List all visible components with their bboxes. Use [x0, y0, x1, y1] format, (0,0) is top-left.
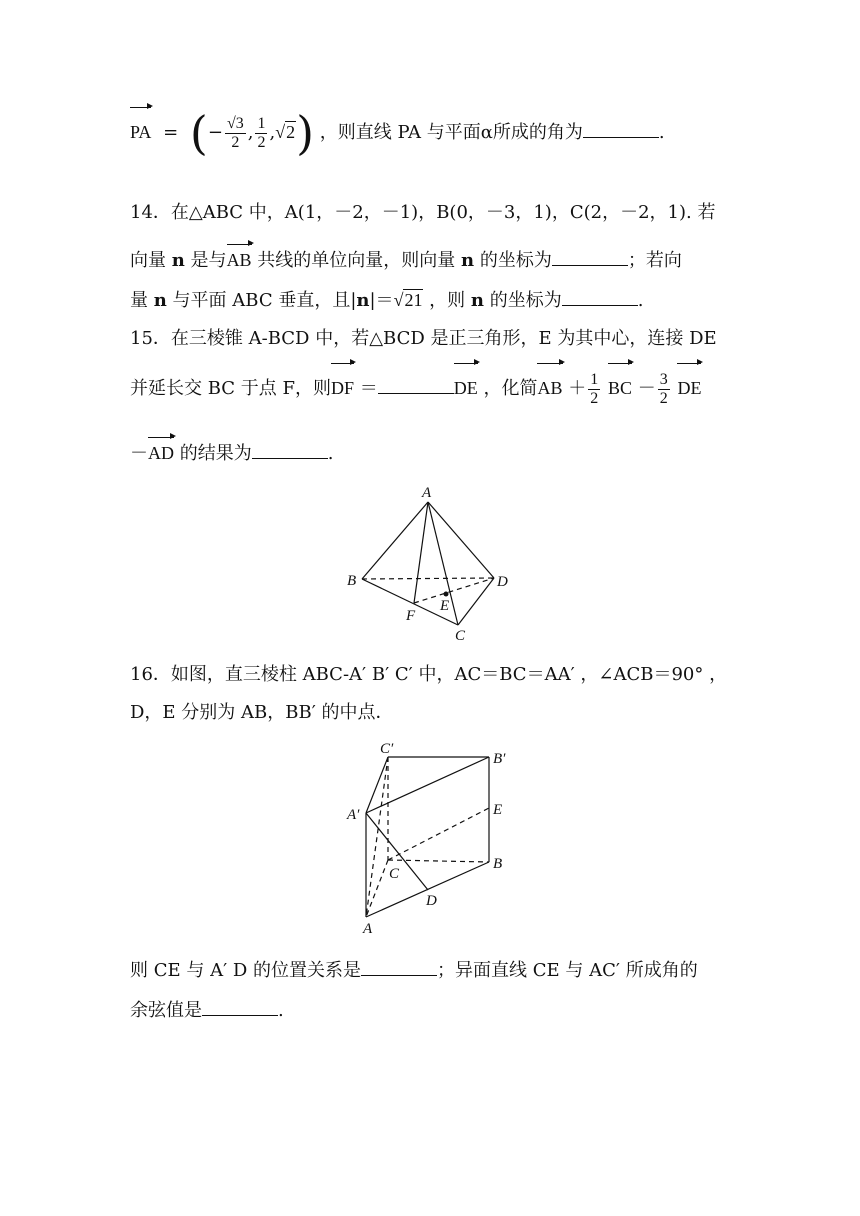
q14-line1: 14．在△ABC 中，A(1，－2，－1)，B(0，－3，1)，C(2，－2，1). 若	[130, 202, 716, 223]
radicand: 21	[404, 290, 423, 310]
label-b: B	[493, 856, 503, 872]
frac-denominator: 2	[257, 133, 266, 151]
sqrt-2: √2	[275, 122, 296, 142]
text: ；异面直线 CE 与 AC′ 所成角的	[437, 960, 698, 981]
text: ，化简	[477, 378, 538, 399]
frac-numerator: 1	[257, 114, 266, 132]
answer-blank[interactable]	[562, 287, 638, 306]
frac-numerator: 3	[659, 370, 668, 388]
fraction-1-over-2	[255, 115, 267, 152]
label-e: E	[440, 598, 450, 614]
prism-figure	[340, 738, 520, 938]
frac-numerator: 1	[590, 370, 599, 388]
label-c: C	[389, 866, 400, 882]
text: 的坐标为	[474, 250, 552, 271]
label-d: D	[426, 893, 437, 909]
vector-ab: AB	[227, 247, 252, 273]
center-point-e	[444, 592, 449, 597]
left-paren: (	[189, 106, 208, 160]
period: .	[658, 122, 665, 143]
q16-line3	[130, 957, 698, 984]
text: 的结果为	[174, 443, 252, 464]
q15-line3	[130, 440, 333, 467]
comma: ,	[269, 122, 276, 143]
q16-line4	[130, 997, 284, 1024]
answer-blank[interactable]	[552, 247, 628, 266]
vector-n: n	[153, 290, 167, 311]
text: 与平面 ABC 垂直，且|	[166, 290, 357, 311]
text: 则 CE 与 A′ D 的位置关系是	[130, 960, 362, 981]
fraction-1-over-2	[588, 371, 600, 408]
text: 量	[130, 290, 154, 311]
period: .	[327, 443, 334, 464]
vector-bc: BC	[608, 366, 632, 410]
radicand: 2	[286, 122, 296, 142]
text: －	[130, 443, 148, 464]
q13-text: ，则直线 PA 与平面α所成的角为	[319, 122, 583, 143]
comma: ,	[247, 122, 254, 143]
frac-denominator: 2	[659, 389, 668, 407]
text: 的坐标为	[484, 290, 562, 311]
label-c: C	[455, 628, 466, 644]
vector-ab: AB	[537, 366, 562, 410]
label-e: E	[493, 802, 503, 818]
vector-n: n	[461, 250, 475, 271]
vector-de: DE	[677, 366, 701, 410]
answer-blank[interactable]	[252, 440, 328, 459]
label-b-prime: B′	[493, 751, 506, 767]
equals-sign: =	[163, 122, 179, 143]
vector-pa: PA	[130, 110, 151, 154]
vector-n: n	[470, 290, 484, 311]
period: .	[278, 1000, 284, 1021]
label-c-prime: C′	[380, 741, 394, 757]
fraction-3-over-2	[658, 371, 670, 408]
tetrahedron-figure	[340, 482, 520, 648]
plus-sign: ＋	[562, 378, 587, 399]
minus-sign: −	[207, 122, 223, 143]
frac-numerator: √3	[226, 114, 244, 132]
fraction-sqrt3-over-2	[225, 115, 246, 152]
answer-blank[interactable]	[583, 119, 659, 138]
q13-tail-line	[130, 106, 665, 160]
vector-de: DE	[454, 366, 478, 410]
q15-line2	[130, 366, 701, 411]
label-a-prime: A′	[347, 807, 360, 823]
vector-df: DF	[331, 366, 354, 410]
period: .	[637, 290, 644, 311]
text: 共线的单位向量，则向量	[251, 250, 462, 271]
text: ，则	[423, 290, 471, 311]
text: 向量	[130, 250, 172, 271]
q16-line2: D，E 分别为 AB，BB′ 的中点．	[130, 702, 394, 723]
equals-sign: ＝	[354, 378, 378, 399]
label-b: B	[347, 573, 357, 589]
vector-ad: AD	[148, 440, 174, 466]
frac-denominator: 2	[231, 133, 240, 151]
text: 是与	[184, 250, 227, 271]
frac-denominator: 2	[590, 389, 599, 407]
q16-line1: 16．如图，直三棱柱 ABC-A′ B′ C′ 中，AC＝BC＝AA′ ，∠ACB＝90° ，	[130, 664, 728, 685]
sqrt-21: √21	[393, 290, 423, 310]
answer-blank[interactable]	[202, 997, 278, 1016]
label-a: A	[363, 921, 373, 937]
label-f: F	[406, 608, 416, 624]
vector-n: n	[356, 290, 370, 311]
text: 并延长交 BC 于点 F，则	[130, 378, 331, 399]
q15-line1: 15．在三棱锥 A-BCD 中，若△BCD 是正三角形，E 为其中心，连接 DE	[130, 328, 717, 349]
answer-blank[interactable]	[378, 375, 454, 394]
q14-line3	[130, 287, 643, 314]
vector-n: n	[171, 250, 185, 271]
text: 余弦值是	[130, 1000, 202, 1021]
label-a: A	[422, 485, 432, 501]
text: |＝	[369, 290, 394, 311]
text: ；若向	[627, 250, 682, 271]
q14-line2	[130, 247, 682, 274]
label-d: D	[497, 574, 508, 590]
answer-blank[interactable]	[361, 957, 437, 976]
minus-sign: －	[631, 378, 656, 399]
right-paren: )	[296, 106, 315, 160]
